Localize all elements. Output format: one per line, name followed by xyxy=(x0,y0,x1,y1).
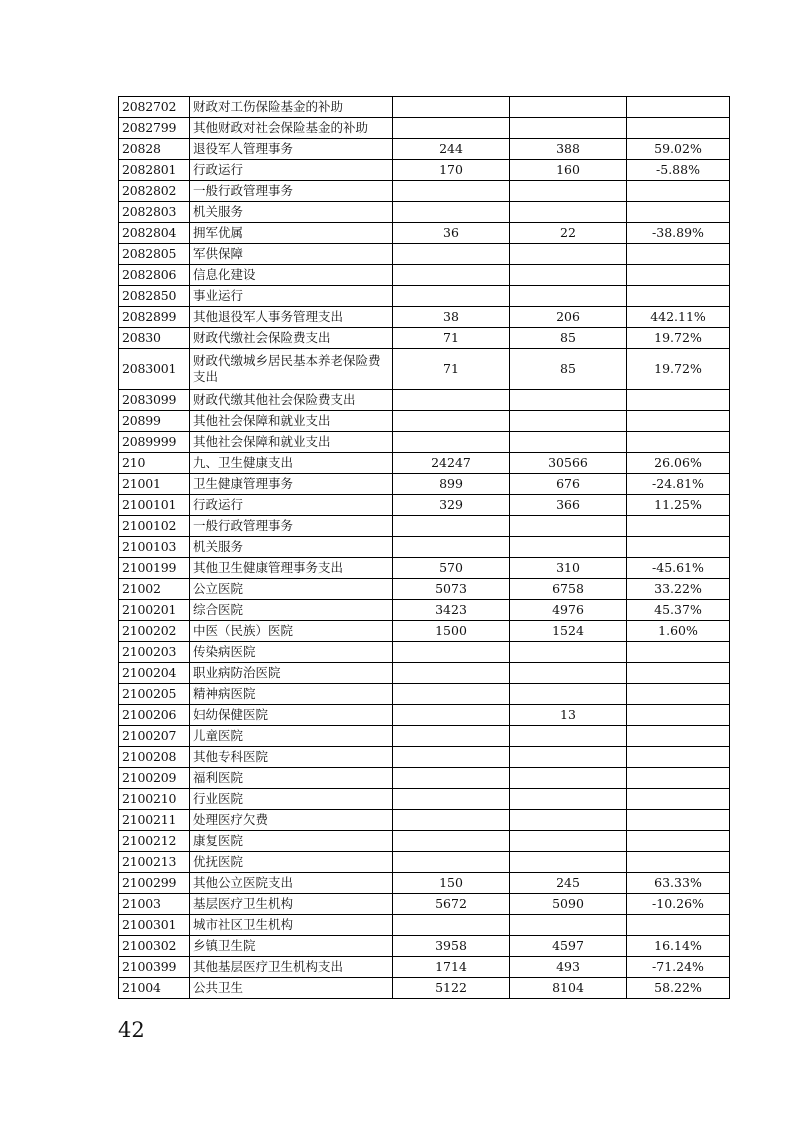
row-code-cell: 2082802 xyxy=(119,181,190,202)
row-code-cell: 2100399 xyxy=(119,957,190,978)
row-code-cell: 2100302 xyxy=(119,936,190,957)
row-code-cell: 21004 xyxy=(119,978,190,999)
row-percent-cell xyxy=(627,97,730,118)
row-value-a-cell: 1500 xyxy=(393,621,510,642)
table-row xyxy=(119,852,730,873)
row-value-b-cell xyxy=(510,810,627,831)
table-row xyxy=(119,328,730,349)
row-value-a-cell: 244 xyxy=(393,139,510,160)
row-name-cell: 财政代缴其他社会保险费支出 xyxy=(190,390,393,411)
table-row xyxy=(119,349,730,390)
row-code-cell: 2100205 xyxy=(119,684,190,705)
table-row xyxy=(119,579,730,600)
row-value-b-cell xyxy=(510,411,627,432)
row-value-a-cell xyxy=(393,118,510,139)
row-value-a-cell xyxy=(393,642,510,663)
table-row xyxy=(119,957,730,978)
row-name-cell: 其他社会保障和就业支出 xyxy=(190,411,393,432)
row-code-cell: 20828 xyxy=(119,139,190,160)
row-percent-cell xyxy=(627,726,730,747)
row-percent-cell: -5.88% xyxy=(627,160,730,181)
row-value-a-cell xyxy=(393,537,510,558)
row-name-cell: 康复医院 xyxy=(190,831,393,852)
table-row xyxy=(119,307,730,328)
row-value-a-cell xyxy=(393,831,510,852)
row-value-b-cell: 5090 xyxy=(510,894,627,915)
row-code-cell: 2082801 xyxy=(119,160,190,181)
row-code-cell: 2083099 xyxy=(119,390,190,411)
budget-table-body xyxy=(119,97,730,999)
row-value-a-cell xyxy=(393,516,510,537)
row-value-b-cell: 676 xyxy=(510,474,627,495)
row-name-cell: 机关服务 xyxy=(190,202,393,223)
row-percent-cell: 58.22% xyxy=(627,978,730,999)
row-value-a-cell: 3958 xyxy=(393,936,510,957)
table-row xyxy=(119,390,730,411)
row-percent-cell: 26.06% xyxy=(627,453,730,474)
row-value-a-cell: 150 xyxy=(393,873,510,894)
row-percent-cell xyxy=(627,810,730,831)
row-value-a-cell xyxy=(393,726,510,747)
table-row xyxy=(119,747,730,768)
table-row xyxy=(119,936,730,957)
row-name-cell: 其他社会保障和就业支出 xyxy=(190,432,393,453)
row-percent-cell xyxy=(627,789,730,810)
table-row xyxy=(119,97,730,118)
row-value-b-cell xyxy=(510,852,627,873)
row-percent-cell xyxy=(627,202,730,223)
row-name-cell: 信息化建设 xyxy=(190,265,393,286)
row-value-b-cell xyxy=(510,265,627,286)
table-row xyxy=(119,516,730,537)
row-value-a-cell: 570 xyxy=(393,558,510,579)
row-code-cell: 2100101 xyxy=(119,495,190,516)
row-percent-cell: 16.14% xyxy=(627,936,730,957)
row-name-cell: 其他公立医院支出 xyxy=(190,873,393,894)
row-value-a-cell: 38 xyxy=(393,307,510,328)
row-name-cell: 优抚医院 xyxy=(190,852,393,873)
row-code-cell: 2100102 xyxy=(119,516,190,537)
row-value-b-cell xyxy=(510,97,627,118)
table-row xyxy=(119,978,730,999)
row-code-cell: 20830 xyxy=(119,328,190,349)
row-name-cell: 儿童医院 xyxy=(190,726,393,747)
table-row xyxy=(119,894,730,915)
row-percent-cell: -38.89% xyxy=(627,223,730,244)
row-value-a-cell xyxy=(393,97,510,118)
row-value-a-cell xyxy=(393,265,510,286)
row-name-cell: 财政对工伤保险基金的补助 xyxy=(190,97,393,118)
table-row xyxy=(119,411,730,432)
table-row xyxy=(119,663,730,684)
table-row xyxy=(119,265,730,286)
row-percent-cell xyxy=(627,390,730,411)
row-code-cell: 2100202 xyxy=(119,621,190,642)
row-value-b-cell: 245 xyxy=(510,873,627,894)
row-value-b-cell xyxy=(510,118,627,139)
row-name-cell: 乡镇卫生院 xyxy=(190,936,393,957)
table-row xyxy=(119,621,730,642)
row-value-a-cell xyxy=(393,411,510,432)
row-name-cell: 其他基层医疗卫生机构支出 xyxy=(190,957,393,978)
row-code-cell: 2100103 xyxy=(119,537,190,558)
table-row xyxy=(119,726,730,747)
row-percent-cell: 442.11% xyxy=(627,307,730,328)
row-percent-cell xyxy=(627,118,730,139)
row-value-b-cell xyxy=(510,663,627,684)
row-name-cell: 事业运行 xyxy=(190,286,393,307)
table-row xyxy=(119,768,730,789)
table-row xyxy=(119,600,730,621)
row-value-a-cell: 71 xyxy=(393,328,510,349)
row-value-a-cell: 3423 xyxy=(393,600,510,621)
row-name-cell: 公共卫生 xyxy=(190,978,393,999)
row-code-cell: 210 xyxy=(119,453,190,474)
row-percent-cell: -10.26% xyxy=(627,894,730,915)
row-percent-cell xyxy=(627,265,730,286)
row-value-a-cell: 5672 xyxy=(393,894,510,915)
row-percent-cell xyxy=(627,537,730,558)
row-code-cell: 2089999 xyxy=(119,432,190,453)
row-code-cell: 2082850 xyxy=(119,286,190,307)
row-percent-cell xyxy=(627,747,730,768)
row-value-b-cell xyxy=(510,181,627,202)
row-value-b-cell: 493 xyxy=(510,957,627,978)
row-name-cell: 其他财政对社会保险基金的补助 xyxy=(190,118,393,139)
row-percent-cell xyxy=(627,286,730,307)
row-value-b-cell xyxy=(510,286,627,307)
table-row xyxy=(119,139,730,160)
row-value-b-cell: 85 xyxy=(510,328,627,349)
row-name-cell: 机关服务 xyxy=(190,537,393,558)
row-value-b-cell: 6758 xyxy=(510,579,627,600)
row-name-cell: 九、卫生健康支出 xyxy=(190,453,393,474)
row-name-cell: 中医（民族）医院 xyxy=(190,621,393,642)
row-code-cell: 2082799 xyxy=(119,118,190,139)
row-value-b-cell: 310 xyxy=(510,558,627,579)
row-name-cell: 退役军人管理事务 xyxy=(190,139,393,160)
row-code-cell: 2100206 xyxy=(119,705,190,726)
row-percent-cell xyxy=(627,244,730,265)
row-name-cell: 财政代缴城乡居民基本养老保险费支出 xyxy=(190,349,393,390)
row-name-cell: 行政运行 xyxy=(190,160,393,181)
row-code-cell: 2100299 xyxy=(119,873,190,894)
row-value-b-cell: 4976 xyxy=(510,600,627,621)
row-percent-cell xyxy=(627,915,730,936)
page-number: 42 xyxy=(118,1018,145,1042)
row-code-cell: 2100199 xyxy=(119,558,190,579)
row-value-a-cell xyxy=(393,244,510,265)
row-code-cell: 2100204 xyxy=(119,663,190,684)
row-code-cell: 2082899 xyxy=(119,307,190,328)
table-row xyxy=(119,873,730,894)
row-name-cell: 基层医疗卫生机构 xyxy=(190,894,393,915)
table-row xyxy=(119,286,730,307)
table-row xyxy=(119,244,730,265)
table-row xyxy=(119,558,730,579)
row-code-cell: 21002 xyxy=(119,579,190,600)
row-code-cell: 2100203 xyxy=(119,642,190,663)
row-name-cell: 行业医院 xyxy=(190,789,393,810)
row-code-cell: 2082805 xyxy=(119,244,190,265)
row-name-cell: 妇幼保健医院 xyxy=(190,705,393,726)
table-row xyxy=(119,160,730,181)
row-value-a-cell: 170 xyxy=(393,160,510,181)
row-percent-cell: -45.61% xyxy=(627,558,730,579)
row-value-b-cell xyxy=(510,516,627,537)
row-value-b-cell: 366 xyxy=(510,495,627,516)
row-value-b-cell xyxy=(510,747,627,768)
row-value-a-cell: 329 xyxy=(393,495,510,516)
table-row xyxy=(119,831,730,852)
row-value-b-cell xyxy=(510,915,627,936)
row-value-a-cell xyxy=(393,747,510,768)
row-percent-cell: 59.02% xyxy=(627,139,730,160)
row-name-cell: 福利医院 xyxy=(190,768,393,789)
row-value-b-cell: 388 xyxy=(510,139,627,160)
row-value-a-cell: 36 xyxy=(393,223,510,244)
row-percent-cell xyxy=(627,516,730,537)
row-percent-cell: 11.25% xyxy=(627,495,730,516)
row-code-cell: 21003 xyxy=(119,894,190,915)
table-row xyxy=(119,202,730,223)
row-value-a-cell xyxy=(393,286,510,307)
row-value-a-cell xyxy=(393,390,510,411)
row-name-cell: 传染病医院 xyxy=(190,642,393,663)
table-row xyxy=(119,915,730,936)
row-name-cell: 其他卫生健康管理事务支出 xyxy=(190,558,393,579)
row-code-cell: 2083001 xyxy=(119,349,190,390)
table-row xyxy=(119,705,730,726)
row-code-cell: 2100212 xyxy=(119,831,190,852)
row-value-b-cell xyxy=(510,537,627,558)
row-code-cell: 2082804 xyxy=(119,223,190,244)
row-percent-cell xyxy=(627,831,730,852)
row-value-a-cell xyxy=(393,810,510,831)
row-value-a-cell xyxy=(393,852,510,873)
table-row xyxy=(119,223,730,244)
row-code-cell: 2100210 xyxy=(119,789,190,810)
row-code-cell: 2082702 xyxy=(119,97,190,118)
table-row xyxy=(119,453,730,474)
row-percent-cell: -24.81% xyxy=(627,474,730,495)
row-percent-cell: 19.72% xyxy=(627,328,730,349)
row-code-cell: 2100301 xyxy=(119,915,190,936)
row-percent-cell: -71.24% xyxy=(627,957,730,978)
row-value-a-cell xyxy=(393,684,510,705)
row-code-cell: 2100207 xyxy=(119,726,190,747)
table-row xyxy=(119,789,730,810)
row-name-cell: 拥军优属 xyxy=(190,223,393,244)
row-name-cell: 军供保障 xyxy=(190,244,393,265)
row-name-cell: 财政代缴社会保险费支出 xyxy=(190,328,393,349)
row-value-a-cell xyxy=(393,789,510,810)
row-name-cell: 卫生健康管理事务 xyxy=(190,474,393,495)
row-value-b-cell xyxy=(510,642,627,663)
row-name-cell: 综合医院 xyxy=(190,600,393,621)
row-code-cell: 21001 xyxy=(119,474,190,495)
row-value-b-cell: 85 xyxy=(510,349,627,390)
row-value-b-cell: 160 xyxy=(510,160,627,181)
row-percent-cell: 63.33% xyxy=(627,873,730,894)
row-value-a-cell: 1714 xyxy=(393,957,510,978)
row-code-cell: 20899 xyxy=(119,411,190,432)
row-value-b-cell xyxy=(510,244,627,265)
row-value-b-cell: 22 xyxy=(510,223,627,244)
row-value-b-cell xyxy=(510,390,627,411)
row-percent-cell: 19.72% xyxy=(627,349,730,390)
table-row xyxy=(119,810,730,831)
table-row xyxy=(119,432,730,453)
row-code-cell: 2100208 xyxy=(119,747,190,768)
row-code-cell: 2100201 xyxy=(119,600,190,621)
row-value-a-cell xyxy=(393,432,510,453)
row-code-cell: 2100211 xyxy=(119,810,190,831)
row-value-b-cell: 4597 xyxy=(510,936,627,957)
row-value-a-cell xyxy=(393,663,510,684)
row-percent-cell xyxy=(627,432,730,453)
row-value-a-cell xyxy=(393,915,510,936)
row-value-b-cell xyxy=(510,726,627,747)
table-row xyxy=(119,537,730,558)
row-name-cell: 一般行政管理事务 xyxy=(190,516,393,537)
row-percent-cell xyxy=(627,768,730,789)
table-row xyxy=(119,684,730,705)
table-row xyxy=(119,118,730,139)
row-value-b-cell: 206 xyxy=(510,307,627,328)
row-value-a-cell: 899 xyxy=(393,474,510,495)
row-value-a-cell xyxy=(393,768,510,789)
row-value-b-cell: 30566 xyxy=(510,453,627,474)
row-code-cell: 2100209 xyxy=(119,768,190,789)
row-percent-cell xyxy=(627,852,730,873)
row-percent-cell: 1.60% xyxy=(627,621,730,642)
row-name-cell: 行政运行 xyxy=(190,495,393,516)
table-row xyxy=(119,642,730,663)
row-percent-cell xyxy=(627,705,730,726)
row-name-cell: 城市社区卫生机构 xyxy=(190,915,393,936)
row-value-b-cell: 1524 xyxy=(510,621,627,642)
row-name-cell: 职业病防治医院 xyxy=(190,663,393,684)
row-value-b-cell xyxy=(510,789,627,810)
row-percent-cell xyxy=(627,181,730,202)
row-value-b-cell: 13 xyxy=(510,705,627,726)
row-value-a-cell: 24247 xyxy=(393,453,510,474)
row-value-b-cell xyxy=(510,202,627,223)
table-row xyxy=(119,181,730,202)
row-name-cell: 处理医疗欠费 xyxy=(190,810,393,831)
row-value-a-cell: 5122 xyxy=(393,978,510,999)
row-name-cell: 一般行政管理事务 xyxy=(190,181,393,202)
row-percent-cell xyxy=(627,411,730,432)
table-row xyxy=(119,495,730,516)
row-value-b-cell xyxy=(510,432,627,453)
row-value-a-cell xyxy=(393,202,510,223)
row-percent-cell xyxy=(627,663,730,684)
row-value-a-cell xyxy=(393,181,510,202)
table-row xyxy=(119,474,730,495)
row-percent-cell: 45.37% xyxy=(627,600,730,621)
row-name-cell: 精神病医院 xyxy=(190,684,393,705)
row-percent-cell xyxy=(627,642,730,663)
row-name-cell: 公立医院 xyxy=(190,579,393,600)
row-value-b-cell xyxy=(510,768,627,789)
row-code-cell: 2082803 xyxy=(119,202,190,223)
row-value-a-cell: 5073 xyxy=(393,579,510,600)
row-percent-cell xyxy=(627,684,730,705)
row-value-a-cell xyxy=(393,705,510,726)
row-code-cell: 2100213 xyxy=(119,852,190,873)
row-percent-cell: 33.22% xyxy=(627,579,730,600)
row-name-cell: 其他专科医院 xyxy=(190,747,393,768)
row-value-a-cell: 71 xyxy=(393,349,510,390)
budget-table xyxy=(118,96,730,999)
row-value-b-cell xyxy=(510,831,627,852)
row-value-b-cell xyxy=(510,684,627,705)
row-name-cell: 其他退役军人事务管理支出 xyxy=(190,307,393,328)
row-code-cell: 2082806 xyxy=(119,265,190,286)
row-value-b-cell: 8104 xyxy=(510,978,627,999)
